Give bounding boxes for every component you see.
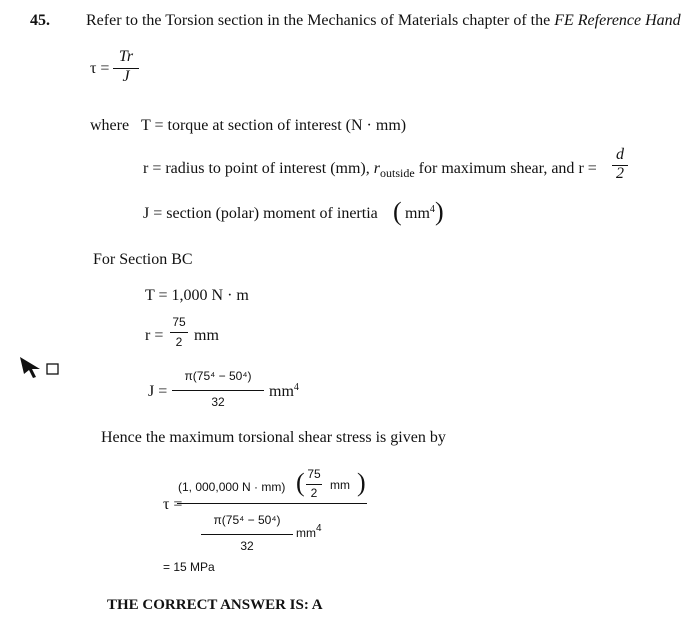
section-heading: For Section BC bbox=[93, 251, 193, 268]
section-J-unit bbox=[269, 383, 299, 401]
formula-lhs: τ = bbox=[90, 60, 110, 77]
def-r-start: r = radius to point of interest (mm), bbox=[143, 160, 370, 177]
tau-r-num: 75 bbox=[307, 467, 321, 481]
section-r-num: 75 bbox=[172, 315, 186, 329]
problem-intro bbox=[86, 12, 681, 30]
section-J-unit-exp: 4 bbox=[293, 382, 299, 393]
formula-numerator: Tr bbox=[118, 48, 134, 65]
def-r-eq: r = bbox=[578, 160, 597, 177]
formula-denominator: J bbox=[122, 68, 130, 85]
section-J-den: 32 bbox=[211, 395, 225, 409]
tau-paren-close: ) bbox=[357, 468, 366, 497]
section-J-lhs: J = bbox=[148, 383, 168, 400]
tau-J-unit bbox=[296, 523, 322, 540]
tau-J-unit-exp: 4 bbox=[316, 523, 322, 534]
section-J-num: π(75⁴ − 50⁴) bbox=[184, 369, 252, 383]
problem-number: 45. bbox=[30, 12, 50, 29]
correct-answer: THE CORRECT ANSWER IS: A bbox=[107, 597, 323, 613]
section-J-bar bbox=[172, 390, 264, 391]
tau-J-num: π(75⁴ − 50⁴) bbox=[213, 513, 281, 527]
mouse-cursor-icon bbox=[18, 355, 64, 381]
def-J-unit-exp: 4 bbox=[429, 204, 435, 215]
problem-intro-text: Refer to the Torsion section in the Mechanics of Materials chapter of the bbox=[86, 12, 551, 29]
section-r-den: 2 bbox=[175, 335, 183, 349]
section-r-lhs: r = bbox=[145, 327, 164, 344]
conclusion-text: Hence the maximum torsional shear stress is given by bbox=[101, 429, 446, 446]
tau-result: = 15 MPa bbox=[163, 560, 215, 574]
def-J-paren-close: ) bbox=[435, 197, 444, 226]
def-d-num: d bbox=[616, 146, 624, 163]
tau-lhs: τ = bbox=[163, 496, 183, 513]
section-r-bar bbox=[170, 332, 188, 333]
def-J-unit-text: mm bbox=[405, 205, 430, 222]
tau-main-bar bbox=[177, 503, 367, 504]
def-d-bar bbox=[612, 165, 628, 166]
tau-paren-open: ( bbox=[296, 468, 305, 497]
tau-torque: (1, 000,000 N · mm) bbox=[178, 480, 286, 494]
tau-J-fraction bbox=[201, 512, 293, 554]
tau-r-den: 2 bbox=[310, 486, 318, 500]
tau-J-bar bbox=[201, 534, 293, 535]
section-J-fraction bbox=[172, 368, 264, 410]
def-J-unit bbox=[405, 205, 435, 223]
formula-fraction-bar bbox=[113, 68, 139, 69]
def-r bbox=[143, 160, 597, 178]
def-J: J = section (polar) moment of inertia bbox=[143, 205, 378, 222]
def-r-mid: for maximum shear, and bbox=[418, 160, 575, 177]
def-r-outside: r bbox=[373, 160, 380, 177]
def-J-paren-open: ( bbox=[393, 197, 402, 226]
where-word: where bbox=[90, 117, 130, 134]
formula-fraction bbox=[113, 49, 139, 85]
def-d-den: 2 bbox=[616, 165, 624, 182]
tau-J-unit-text: mm bbox=[296, 526, 316, 540]
tau-r-bar bbox=[306, 484, 322, 485]
def-r-outside-sub: outside bbox=[380, 166, 415, 180]
tau-J-den: 32 bbox=[240, 539, 254, 553]
section-J-unit-text: mm bbox=[269, 383, 294, 400]
tau-r-unit: mm bbox=[330, 478, 350, 492]
section-r-unit: mm bbox=[194, 327, 219, 344]
section-T-value: T = 1,000 N · m bbox=[145, 287, 249, 304]
reference-title: FE Reference Hand bbox=[554, 12, 681, 29]
def-T: T = torque at section of interest (N · mm) bbox=[141, 117, 407, 134]
